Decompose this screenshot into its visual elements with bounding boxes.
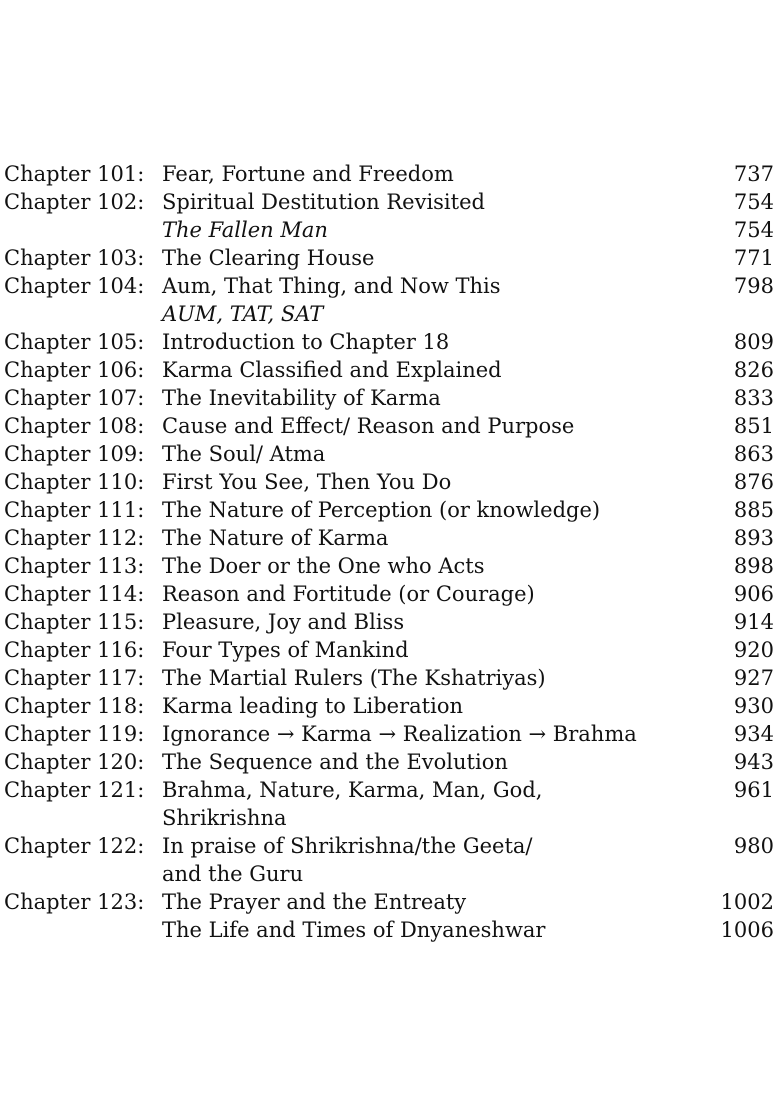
page-number: 906 — [733, 582, 774, 606]
page-number: 754 — [733, 190, 774, 214]
toc-row-3 — [0, 244, 780, 272]
page-number: 914 — [733, 610, 774, 634]
toc-row-22 — [0, 776, 780, 804]
toc-row-6 — [0, 328, 780, 356]
chapter-subtitle: The Fallen Man — [162, 218, 328, 242]
page-number: 809 — [733, 330, 774, 354]
toc-row-11 — [0, 468, 780, 496]
toc-row-5 — [0, 300, 780, 328]
page-number: 961 — [733, 778, 774, 802]
toc-row-10 — [0, 440, 780, 468]
page-number: 1002 — [720, 890, 774, 914]
toc-row-26 — [0, 888, 780, 916]
page-number: 885 — [733, 498, 774, 522]
chapter-title: The Life and Times of Dnyaneshwar — [162, 918, 546, 942]
page-number: 898 — [733, 554, 774, 578]
chapter-title: Spiritual Destitution Revisited — [162, 190, 485, 214]
toc-row-19 — [0, 692, 780, 720]
chapter-label: Chapter 112: — [4, 526, 145, 550]
toc-row-14 — [0, 552, 780, 580]
chapter-label: Chapter 109: — [4, 442, 145, 466]
chapter-title: Ignorance → Karma → Realization → Brahma — [162, 722, 637, 746]
page-number: 980 — [733, 834, 774, 858]
chapter-label: Chapter 113: — [4, 554, 145, 578]
toc-row-23 — [0, 804, 780, 832]
page-number: 863 — [733, 442, 774, 466]
page-number: 771 — [733, 246, 774, 270]
toc-row-12 — [0, 496, 780, 524]
chapter-title: Cause and Effect/ Reason and Purpose — [162, 414, 575, 438]
chapter-title: Karma leading to Liberation — [162, 694, 463, 718]
toc-row-4 — [0, 272, 780, 300]
toc-row-9 — [0, 412, 780, 440]
page-number: 920 — [733, 638, 774, 662]
page-number: 930 — [733, 694, 774, 718]
chapter-title: The Martial Rulers (The Kshatriyas) — [162, 666, 546, 690]
chapter-title: Four Types of Mankind — [162, 638, 409, 662]
chapter-title: The Clearing House — [162, 246, 375, 270]
chapter-label: Chapter 120: — [4, 750, 145, 774]
page-number: 893 — [733, 526, 774, 550]
toc-row-24 — [0, 832, 780, 860]
toc-row-2 — [0, 216, 780, 244]
chapter-label: Chapter 117: — [4, 666, 145, 690]
toc-row-16 — [0, 608, 780, 636]
chapter-title: The Nature of Karma — [162, 526, 389, 550]
toc-row-17 — [0, 636, 780, 664]
chapter-title: The Inevitability of Karma — [162, 386, 441, 410]
chapter-title: Brahma, Nature, Karma, Man, God, — [162, 778, 543, 802]
chapter-title: Shrikrishna — [162, 806, 287, 830]
chapter-title: The Sequence and the Evolution — [162, 750, 508, 774]
chapter-label: Chapter 104: — [4, 274, 145, 298]
toc-row-25 — [0, 860, 780, 888]
chapter-title: The Prayer and the Entreaty — [162, 890, 467, 914]
chapter-label: Chapter 114: — [4, 582, 145, 606]
chapter-label: Chapter 111: — [4, 498, 145, 522]
page-number: 851 — [733, 414, 774, 438]
page-number: 737 — [733, 162, 774, 186]
page-number: 934 — [733, 722, 774, 746]
page-number: 876 — [733, 470, 774, 494]
chapter-label: Chapter 121: — [4, 778, 145, 802]
chapter-label: Chapter 107: — [4, 386, 145, 410]
chapter-title: Aum, That Thing, and Now This — [162, 274, 501, 298]
chapter-label: Chapter 110: — [4, 470, 145, 494]
toc-row-8 — [0, 384, 780, 412]
chapter-label: Chapter 103: — [4, 246, 145, 270]
toc-row-27 — [0, 916, 780, 944]
page-number: 798 — [733, 274, 774, 298]
page-number: 1006 — [720, 918, 774, 942]
toc-row-15 — [0, 580, 780, 608]
chapter-title: Fear, Fortune and Freedom — [162, 162, 454, 186]
toc-row-21 — [0, 748, 780, 776]
chapter-title: Pleasure, Joy and Bliss — [162, 610, 405, 634]
toc-row-1 — [0, 188, 780, 216]
chapter-label: Chapter 119: — [4, 722, 145, 746]
chapter-title: Reason and Fortitude (or Courage) — [162, 582, 535, 606]
chapter-title: The Soul/ Atma — [162, 442, 326, 466]
chapter-label: Chapter 108: — [4, 414, 145, 438]
page-number: 927 — [733, 666, 774, 690]
chapter-title: Introduction to Chapter 18 — [162, 330, 450, 354]
toc-row-13 — [0, 524, 780, 552]
page-number: 754 — [733, 218, 774, 242]
chapter-label: Chapter 116: — [4, 638, 145, 662]
chapter-label: Chapter 115: — [4, 610, 145, 634]
toc-row-20 — [0, 720, 780, 748]
chapter-label: Chapter 102: — [4, 190, 145, 214]
toc-row-18 — [0, 664, 780, 692]
chapter-title: First You See, Then You Do — [162, 470, 452, 494]
chapter-label: Chapter 122: — [4, 834, 145, 858]
chapter-subtitle: AUM, TAT, SAT — [162, 302, 324, 326]
table-of-contents — [0, 160, 780, 944]
toc-row-0 — [0, 160, 780, 188]
chapter-title: The Nature of Perception (or knowledge) — [162, 498, 601, 522]
page-number: 833 — [733, 386, 774, 410]
chapter-label: Chapter 118: — [4, 694, 145, 718]
chapter-title: Karma Classified and Explained — [162, 358, 502, 382]
chapter-title: and the Guru — [162, 862, 304, 886]
page-number: 943 — [733, 750, 774, 774]
chapter-title: In praise of Shrikrishna/the Geeta/ — [162, 834, 533, 858]
chapter-label: Chapter 106: — [4, 358, 145, 382]
page-number: 826 — [733, 358, 774, 382]
chapter-label: Chapter 105: — [4, 330, 145, 354]
chapter-label: Chapter 101: — [4, 162, 145, 186]
toc-row-7 — [0, 356, 780, 384]
chapter-title: The Doer or the One who Acts — [162, 554, 485, 578]
chapter-label: Chapter 123: — [4, 890, 145, 914]
